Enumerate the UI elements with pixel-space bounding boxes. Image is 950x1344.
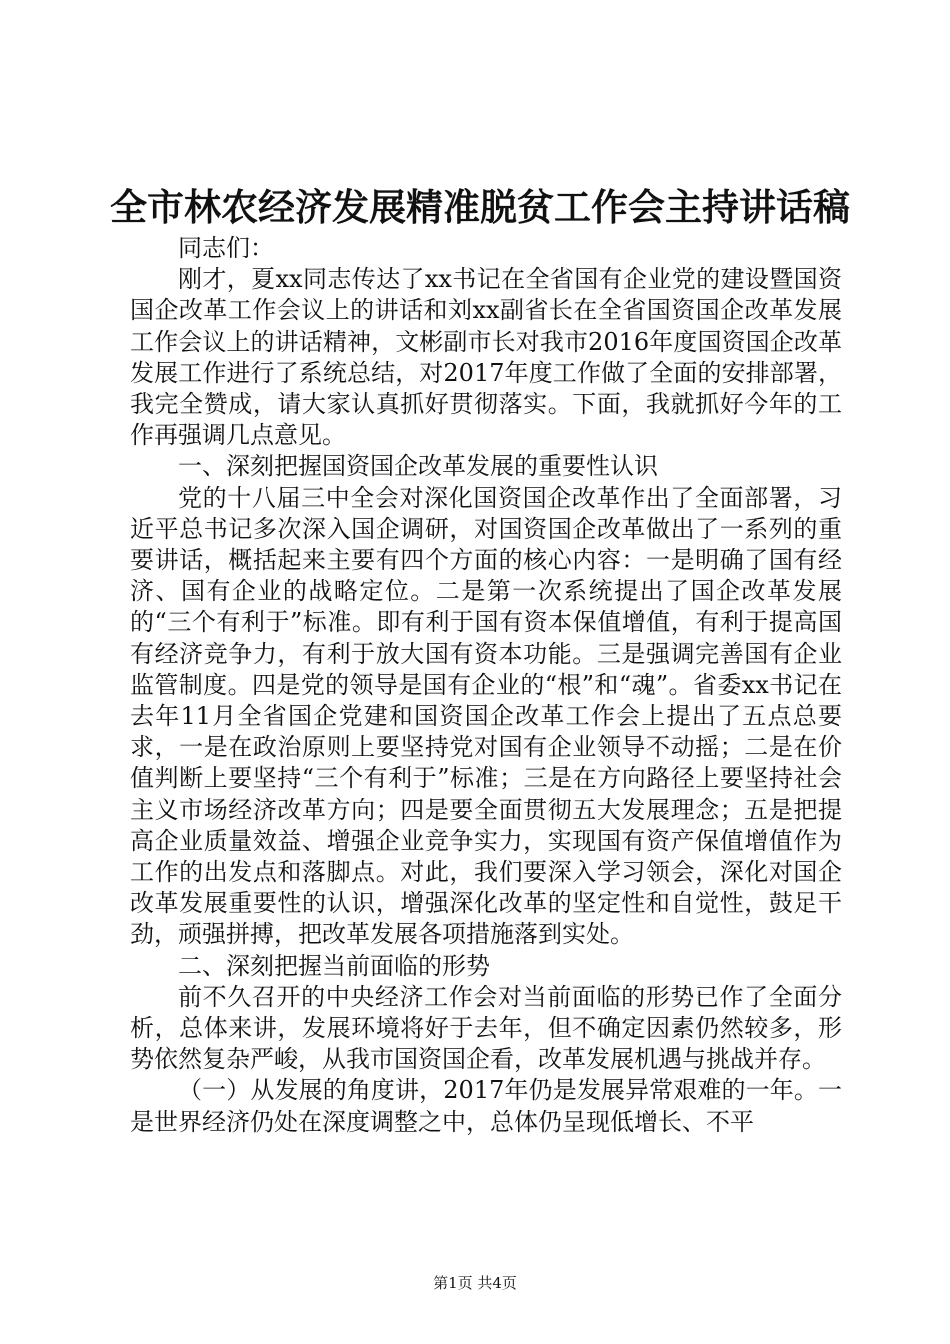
section-heading-1: 一、深刻把握国资国企改革发展的重要性认识	[178, 452, 658, 481]
section-1-paragraph: 党的十八届三中全会对深化国资国企改革作出了全面部署，习近平总书记多次深入国企调研，对国资国企改革做出了一系列的重要讲话，概括起来主要有四个方面的核心内容：一是明确了国有经济、国有企业的战略定位。二是第一次系统提出了国企改革发展的“三个有利于”标准。即有利于国有资本保值增值，有利于提高国有经济竞争力，有利于放大国有资本功能。三是强调完善国有企业监管制度。四是党的领导是国有企业的“根”和“魂”。省委xx书记在去年11月全省国企党建和国资国企改革工作会上提出了五点总要求，一是在政治原则上要坚持党对国有企业领导不动摇；二是在价值判断上要坚持“三个有利于”标准；三是在方向路径上要坚持社会主义市场经济改革方向；四是要全面贯彻五大发展理念；五是把提高企业质量效益、增强企业竞争实力，实现国有资产保值增值作为工作的出发点和落脚点。对此，我们要深入学习领会，深化对国企改革发展重要性的认识，增强深化改革的坚定性和自觉性，鼓足干劲，顽强拼搏，把改革发展各项措施落到实处。	[130, 483, 842, 949]
salutation-paragraph: 同志们：	[178, 234, 274, 262]
intro-paragraph: 刚才，夏xx同志传达了xx书记在全省国有企业党的建设暨国资国企改革工作会议上的讲话和刘xx副省长在全省国资国企改革发展工作会议上的讲话精神，文彬副市长对我市2016年度国资国企改革发展工作进行了系统总结，对2017年度工作做了全面的安排部署，我完全赞成，请大家认真抓好贯彻落实。下面，我就抓好今年的工作再强调几点意见。	[130, 265, 842, 450]
page-number-footer: 第1页 共4页	[433, 1274, 517, 1292]
document-title: 全市林农经济发展精准脱贫工作会主持讲话稿	[110, 185, 850, 229]
section-heading-2: 二、深刻把握当前面临的形势	[178, 951, 490, 980]
section-2-paragraph: 前不久召开的中央经济工作会对当前面临的形势已作了全面分析，总体来讲，发展环境将好于去年，但不确定因素仍然较多，形势依然复杂严峻，从我市国资国企看，改革发展机遇与挑战并存。	[130, 982, 842, 1074]
document-body	[130, 233, 842, 1138]
subsection-1-paragraph: （一）从发展的角度讲，2017年仍是发展异常艰难的一年。一是世界经济仍处在深度调整之中，总体仍呈现低增长、不平	[130, 1076, 842, 1136]
